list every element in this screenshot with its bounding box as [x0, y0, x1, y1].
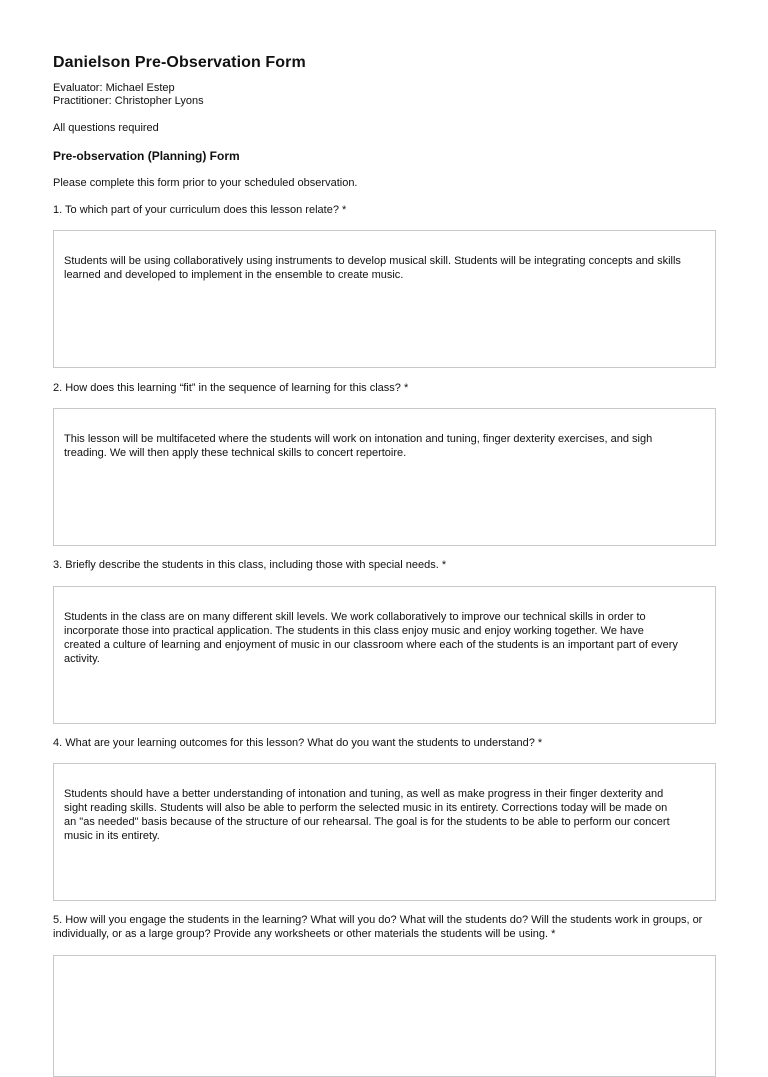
- question-2-answer-field[interactable]: [53, 408, 716, 546]
- question-3-answer-text: Students in the class are on many different skill levels. We work collaboratively to improve our technical skills in order to incorporate those into practical application. The students in this class enjoy music and enjoy working together. We have created a culture of learning and enjoyment of music in our classroom where each of the students is an important part of every activity.: [64, 611, 678, 665]
- question-2-prompt: 2. How does this learning “fit” in the sequence of learning for this class? *: [53, 382, 409, 394]
- question-1-answer-text: Students will be using collaboratively using instruments to develop musical skill. Students will be integrating concepts and skills learned and developed to implement in the ensemble to create music.: [64, 255, 681, 281]
- question-2-answer-text: This lesson will be multifaceted where the students will work on intonation and tuning, finger dexterity exercises, and sigh treading. We will then apply these technical skills to concert repertoire.: [64, 433, 653, 459]
- question-3-answer-field[interactable]: [53, 586, 716, 724]
- question-1-answer-field[interactable]: [53, 230, 716, 368]
- question-4-answer-text: Students should have a better understanding of intonation and tuning, as well as make progress in their finger dexterity and sight reading skills. Students will also be able to perform the selected music in its entirety. Corrections today will be made on an "as needed" basis because of the structure of our rehearsal. The goal is for the students to be able to perform our concert music in its entirety.: [64, 788, 670, 842]
- instructions-text: Please complete this form prior to your scheduled observation.: [53, 177, 358, 189]
- question-4-answer-field[interactable]: [53, 763, 716, 901]
- page-title: Danielson Pre-Observation Form: [53, 54, 306, 71]
- practitioner-line: Practitioner: Christopher Lyons: [53, 95, 204, 107]
- question-3-prompt: 3. Briefly describe the students in this class, including those with special needs. *: [53, 559, 447, 571]
- required-note: All questions required: [53, 122, 159, 134]
- question-1-prompt: 1. To which part of your curriculum does this lesson relate? *: [53, 204, 347, 216]
- question-4-prompt: 4. What are your learning outcomes for this lesson? What do you want the students to understand? *: [53, 737, 543, 749]
- evaluator-line: Evaluator: Michael Estep: [53, 82, 175, 94]
- section-title: Pre-observation (Planning) Form: [53, 149, 240, 163]
- question-5-prompt: 5. How will you engage the students in the learning? What will you do? What will the students do? Will the students work in groups, or individually, or as a large group? Provide any worksheets or other materials the students will be using. *: [53, 914, 703, 940]
- question-5-answer-field[interactable]: [53, 955, 716, 1077]
